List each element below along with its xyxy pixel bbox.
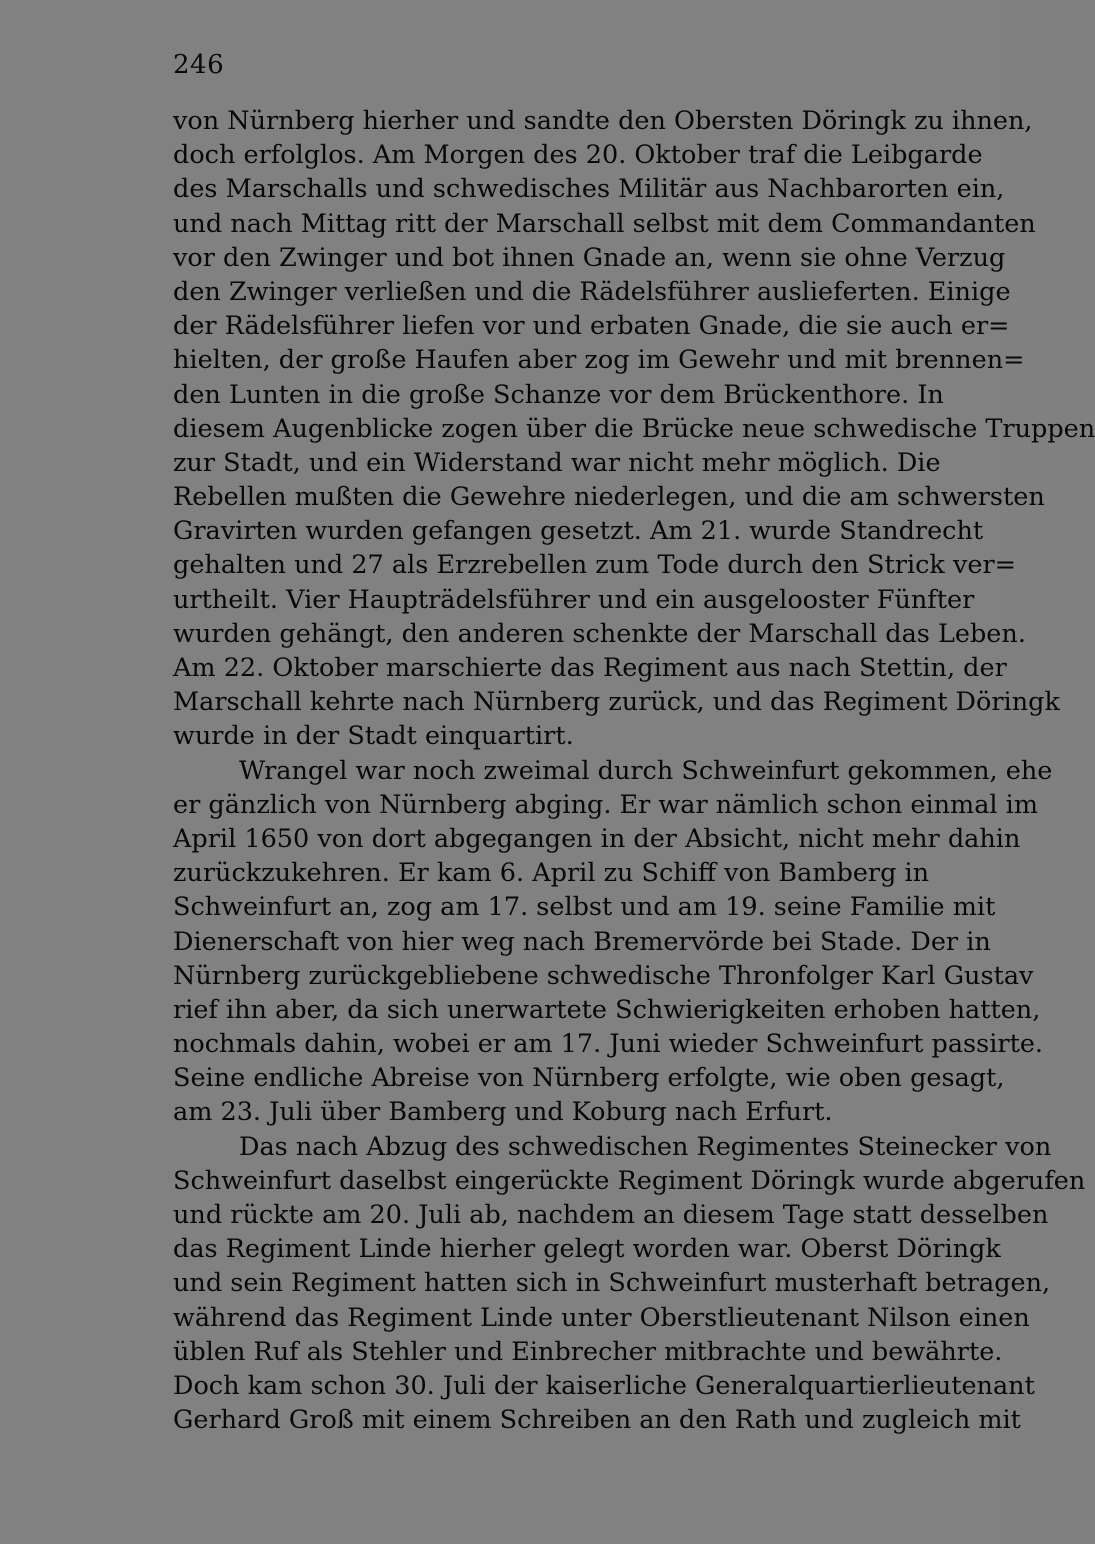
text-line: üblen Ruf als Stehler und Einbrecher mitbrachte und bewährte.	[173, 1336, 1003, 1367]
text-line: Dienerschaft von hier weg nach Bremervörde bei Stade. Der in	[173, 926, 991, 957]
text-line: Seine endliche Abreise von Nürnberg erfolgte, wie oben gesagt,	[173, 1063, 1005, 1094]
text-line: hielten, der große Haufen aber zog im Gewehr und mit brennen=	[173, 345, 1025, 376]
text-line: wurde in der Stadt einquartirt.	[173, 721, 574, 752]
text-line: vor den Zwinger und bot ihnen Gnade an, wenn sie ohne Verzug	[173, 242, 1006, 273]
text-line: April 1650 von dort abgegangen in der Absicht, nicht mehr dahin	[173, 823, 1021, 854]
text-line: Nürnberg zurückgebliebene schwedische Thronfolger Karl Gustav	[173, 960, 1034, 991]
text-line: doch erfolglos. Am Morgen des 20. Oktober traf die Leibgarde	[173, 140, 983, 171]
text-line: wurden gehängt, den anderen schenkte der Marschall das Leben.	[173, 618, 1026, 649]
text-line: während das Regiment Linde unter Oberstlieutenant Nilson einen	[173, 1302, 1030, 1333]
text-line: Doch kam schon 30. Juli der kaiserliche Generalquartierlieutenant	[173, 1370, 1035, 1401]
text-line: diesem Augenblicke zogen über die Brücke neue schwedische Truppen	[173, 413, 1095, 444]
text-line: Marschall kehrte nach Nürnberg zurück, und das Regiment Döringk	[173, 687, 1060, 718]
page-number: 246	[173, 50, 225, 80]
text-line: den Lunten in die große Schanze vor dem Brückenthore. In	[173, 379, 944, 410]
text-line: gehalten und 27 als Erzrebellen zum Tode durch den Strick ver=	[173, 550, 1016, 581]
text-line: Gravirten wurden gefangen gesetzt. Am 21. wurde Standrecht	[173, 516, 984, 547]
text-line: nochmals dahin, wobei er am 17. Juni wieder Schweinfurt passirte.	[173, 1029, 1044, 1060]
text-line: von Nürnberg hierher und sandte den Obersten Döringk zu ihnen,	[173, 106, 1033, 136]
text-line: urtheilt. Vier Haupträdelsführer und ein ausgelooster Fünfter	[173, 584, 975, 615]
text-line: Das nach Abzug des schwedischen Regimentes Steinecker von	[239, 1131, 1052, 1162]
text-line: und sein Regiment hatten sich in Schweinfurt musterhaft betragen,	[173, 1268, 1051, 1299]
text-line: der Rädelsführer liefen vor und erbaten Gnade, die sie auch er=	[173, 311, 1010, 342]
text-line: zurückzukehren. Er kam 6. April zu Schiff von Bamberg in	[173, 858, 930, 889]
text-line: des Marschalls und schwedisches Militär aus Nachbarorten ein,	[173, 174, 1005, 205]
text-line: zur Stadt, und ein Widerstand war nicht mehr möglich. Die	[173, 447, 941, 478]
text-line: er gänzlich von Nürnberg abging. Er war nämlich schon einmal im	[173, 789, 1039, 820]
text-line: Wrangel war noch zweimal durch Schweinfurt gekommen, ehe	[239, 755, 1053, 786]
body-text	[173, 104, 1095, 1437]
text-line: am 23. Juli über Bamberg und Koburg nach Erfurt.	[173, 1097, 833, 1128]
text-line: Schweinfurt daselbst eingerückte Regiment Döringk wurde abgerufen	[173, 1165, 1086, 1196]
text-line: den Zwinger verließen und die Rädelsführer auslieferten. Einige	[173, 276, 1011, 307]
text-line: rief ihn aber, da sich unerwartete Schwierigkeiten erhoben hatten,	[173, 994, 1041, 1025]
text-line: das Regiment Linde hierher gelegt worden war. Oberst Döringk	[173, 1234, 1001, 1265]
text-line: und rückte am 20. Juli ab, nachdem an diesem Tage statt desselben	[173, 1200, 1049, 1230]
text-line: und nach Mittag ritt der Marschall selbst mit dem Commandanten	[173, 208, 1036, 239]
text-line: Gerhard Groß mit einem Schreiben an den Rath und zugleich mit	[173, 1405, 1021, 1436]
text-line: Am 22. Oktober marschierte das Regiment aus nach Stettin, der	[173, 653, 1007, 683]
text-line: Rebellen mußten die Gewehre niederlegen, und die am schwersten	[173, 482, 1045, 513]
text-line: Schweinfurt an, zog am 17. selbst und am 19. seine Familie mit	[173, 892, 996, 923]
